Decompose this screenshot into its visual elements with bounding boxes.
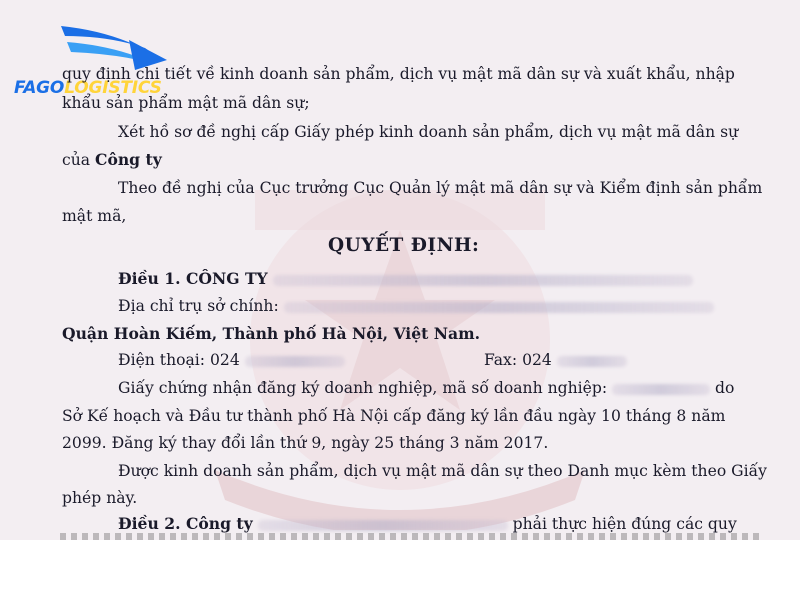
doc-line-1: quy định chi tiết về kinh doanh sản phẩm, dịch vụ mật mã dân sự và xuất khẩu, nhập — [62, 65, 735, 83]
doc-line-14: Được kinh doanh sản phẩm, dịch vụ mật mã dân sự theo Danh mục kèm theo Giấy — [118, 462, 767, 480]
doc-line-4 — [62, 150, 162, 170]
doc-line-15: phép này. — [62, 489, 138, 507]
redacted-company-name-2 — [258, 520, 508, 531]
cropped-line-fragment — [60, 533, 760, 540]
doc-line-address — [118, 296, 714, 316]
doc-line-3: Xét hồ sơ đề nghị cấp Giấy phép kinh doanh sản phẩm, dịch vụ mật mã dân sự — [118, 123, 739, 141]
redacted-tax-code — [612, 384, 710, 395]
fax-label: Fax: 024 — [484, 351, 552, 369]
doc-line-fax — [484, 350, 627, 370]
doc-line-4-plain: của — [62, 151, 96, 169]
doc-line-16 — [118, 514, 737, 534]
article-2-label: Điều 2. Công ty — [118, 514, 253, 533]
redacted-address — [284, 302, 714, 313]
registration-do: do — [715, 379, 735, 397]
decision-title: QUYẾT ĐỊNH: — [328, 235, 480, 256]
doc-line-12: Sở Kế hoạch và Đầu tư thành phố Hà Nội cấp đăng ký lần đầu ngày 10 tháng 8 năm — [62, 407, 726, 425]
doc-line-13: 2099. Đăng ký thay đổi lần thứ 9, ngày 25 tháng 3 năm 2017. — [62, 434, 549, 452]
doc-line-6: mật mã, — [62, 207, 127, 225]
redacted-phone — [245, 356, 345, 367]
doc-line-4-company: Công ty — [95, 150, 162, 169]
logo-text-logistics: LOGISTICS — [64, 78, 162, 98]
article-1-label: Điều 1. CÔNG TY — [118, 269, 268, 288]
doc-line-registration — [118, 378, 734, 398]
redacted-fax — [557, 356, 627, 367]
doc-line-5: Theo đề nghị của Cục trưởng Cục Quản lý mật mã dân sự và Kiểm định sản phẩm — [118, 179, 763, 197]
doc-line-phone — [118, 350, 345, 370]
article-1-heading — [118, 269, 693, 289]
address-label: Địa chỉ trụ sở chính: — [118, 297, 279, 315]
redacted-company-name — [273, 275, 693, 286]
doc-line-district: Quận Hoàn Kiếm, Thành phố Hà Nội, Việt Nam. — [62, 324, 481, 343]
registration-label: Giấy chứng nhận đăng ký doanh nghiệp, mã số doanh nghiệp: — [118, 379, 608, 397]
doc-line-2: khẩu sản phẩm mật mã dân sự; — [62, 94, 310, 112]
phone-label: Điện thoại: 024 — [118, 351, 240, 369]
logo-text-fago: FAGO — [14, 78, 65, 98]
article-2-text: phải thực hiện đúng các quy — [512, 515, 737, 533]
